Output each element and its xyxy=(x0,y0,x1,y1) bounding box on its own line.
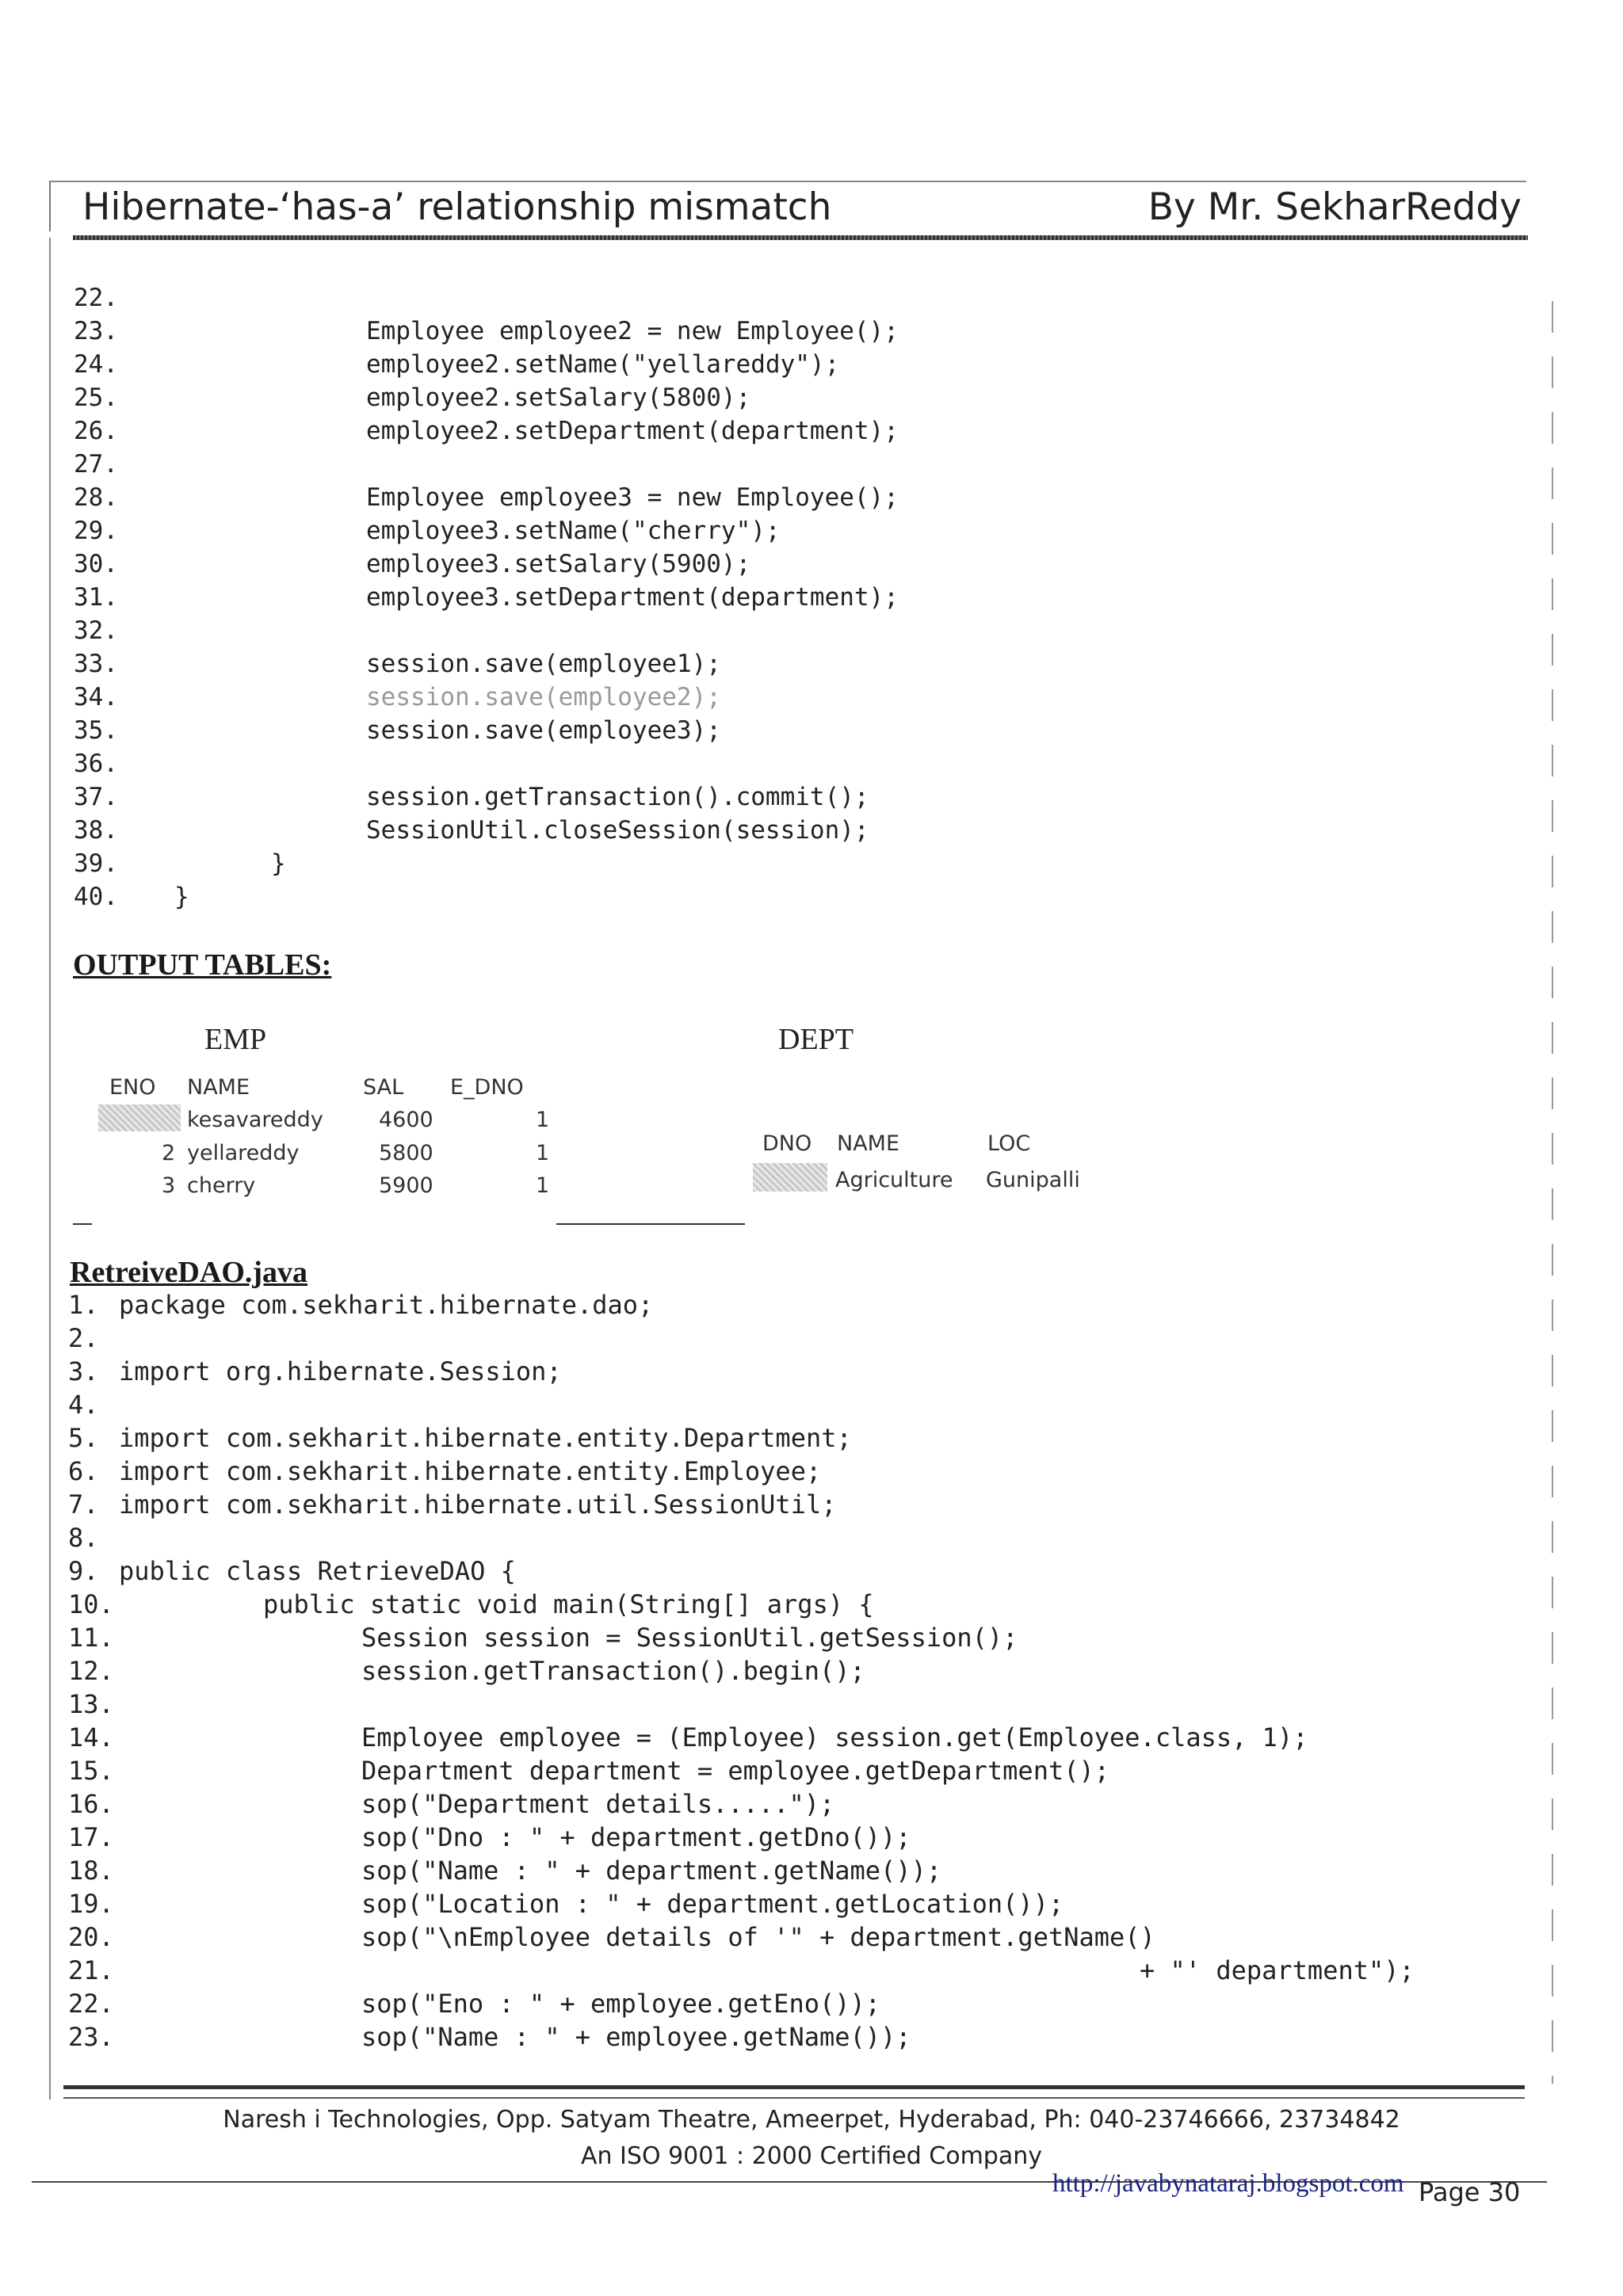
emp-header-dno: E_DNO xyxy=(450,1075,524,1100)
line-number: 38. xyxy=(74,816,118,845)
dept-table-label: DEPT xyxy=(778,1023,854,1056)
header-divider xyxy=(73,235,1528,240)
code-text: Employee employee2 = new Employee(); xyxy=(366,317,899,345)
line-number: 22. xyxy=(68,1989,114,2019)
line-number: 40. xyxy=(74,883,118,911)
line-number: 19. xyxy=(68,1889,114,1919)
footer-address: Naresh i Technologies, Opp. Satyam Theatre, Ameerpet, Hyderabad, Ph: 040-23746666, 23734842 xyxy=(223,2106,1400,2134)
code-text: employee3.setName("cherry"); xyxy=(366,517,781,545)
code-text: sop("Department details....."); xyxy=(361,1789,835,1819)
line-number: 18. xyxy=(68,1855,114,1886)
line-number: 7. xyxy=(68,1489,99,1520)
line-number: 32. xyxy=(74,616,118,645)
code-text: import com.sekharit.hibernate.entity.Employee; xyxy=(119,1456,822,1486)
line-number: 9. xyxy=(68,1556,99,1586)
line-number: 37. xyxy=(74,783,118,811)
line-number: 23. xyxy=(74,317,118,345)
emp-cell-name: cherry xyxy=(187,1173,256,1198)
line-number: 25. xyxy=(74,383,118,412)
code-text: sop("Eno : " + employee.getEno()); xyxy=(361,1989,881,2019)
code-text: package com.sekharit.hibernate.dao; xyxy=(119,1290,654,1320)
code-text: employee3.setSalary(5900); xyxy=(366,550,751,578)
author-name: By Mr. SekharReddy xyxy=(1148,185,1522,229)
code-text: public class RetrieveDAO { xyxy=(119,1556,516,1586)
line-number: 33. xyxy=(74,650,118,678)
emp-header-eno: ENO xyxy=(109,1075,156,1100)
line-number: 13. xyxy=(68,1689,114,1719)
line-number: 28. xyxy=(74,483,118,512)
code-text: employee2.setDepartment(department); xyxy=(366,417,899,445)
dept-header-name: NAME xyxy=(837,1131,900,1156)
line-number: 21. xyxy=(68,1955,114,1985)
code-text: session.getTransaction().begin(); xyxy=(361,1656,865,1686)
page-number: Page 30 xyxy=(1419,2177,1521,2207)
emp-table-label: EMP xyxy=(204,1023,267,1056)
line-number: 24. xyxy=(74,350,118,379)
code-text: SessionUtil.closeSession(session); xyxy=(366,816,869,845)
emp-cell-sal: 5800 xyxy=(379,1141,433,1165)
line-number: 17. xyxy=(68,1822,114,1852)
footer-certification: An ISO 9001 : 2000 Certified Company xyxy=(580,2142,1042,2170)
line-number: 27. xyxy=(74,450,118,479)
emp-cell-sal: 5900 xyxy=(379,1173,433,1198)
code-text: public static void main(String[] args) { xyxy=(263,1589,874,1619)
emp-cell-dno: 1 xyxy=(536,1108,550,1132)
emp-cell-sal: 4600 xyxy=(379,1108,433,1132)
line-number: 5. xyxy=(68,1423,99,1453)
redaction-smudge xyxy=(753,1163,827,1192)
code-text: employee2.setSalary(5800); xyxy=(366,383,751,412)
code-text: } xyxy=(271,849,286,878)
dept-cell-name: Agriculture xyxy=(835,1168,953,1192)
line-number: 2. xyxy=(68,1323,99,1353)
line-number: 23. xyxy=(68,2022,114,2052)
line-number: 12. xyxy=(68,1656,114,1686)
short-dash xyxy=(73,1223,92,1225)
dept-cell-loc: Gunipalli xyxy=(986,1168,1080,1192)
code-text: sop("\nEmployee details of '" + department.getName() xyxy=(361,1922,1155,1952)
emp-cell-dno: 1 xyxy=(536,1141,550,1165)
code-text: import org.hibernate.Session; xyxy=(119,1356,562,1386)
retrieve-dao-heading: RetreiveDAO.java xyxy=(70,1256,308,1289)
code-text: import com.sekharit.hibernate.util.SessionUtil; xyxy=(119,1489,837,1520)
line-number: 35. xyxy=(74,716,118,745)
code-text: Session session = SessionUtil.getSession(); xyxy=(361,1623,1018,1653)
line-number: 31. xyxy=(74,583,118,612)
code-text: session.save(employee1); xyxy=(366,650,721,678)
line-number: 1. xyxy=(68,1290,99,1320)
emp-cell-name: kesavareddy xyxy=(187,1108,323,1132)
table-divider xyxy=(556,1223,745,1225)
line-number: 26. xyxy=(74,417,118,445)
line-number: 29. xyxy=(74,517,118,545)
emp-cell-name: yellareddy xyxy=(187,1141,300,1165)
emp-header-name: NAME xyxy=(187,1075,250,1100)
line-number: 3. xyxy=(68,1356,99,1386)
line-number: 6. xyxy=(68,1456,99,1486)
line-number: 16. xyxy=(68,1789,114,1819)
line-number: 22. xyxy=(74,284,118,312)
code-text: sop("Dno : " + department.getDno()); xyxy=(361,1822,911,1852)
code-text: Employee employee3 = new Employee(); xyxy=(366,483,899,512)
emp-cell-dno: 1 xyxy=(536,1173,550,1198)
emp-cell-eno: 3 xyxy=(162,1173,176,1198)
line-number: 8. xyxy=(68,1523,99,1553)
code-text: employee2.setName("yellareddy"); xyxy=(366,350,840,379)
output-tables-heading: OUTPUT TABLES: xyxy=(73,948,332,982)
code-text: session.getTransaction().commit(); xyxy=(366,783,869,811)
line-number: 39. xyxy=(74,849,118,878)
emp-cell-eno: 2 xyxy=(162,1141,176,1165)
code-text: sop("Name : " + department.getName()); xyxy=(361,1855,942,1886)
code-text: } xyxy=(174,883,189,911)
code-text: import com.sekharit.hibernate.entity.Department; xyxy=(119,1423,852,1453)
emp-header-sal: SAL xyxy=(363,1075,404,1100)
line-number: 30. xyxy=(74,550,118,578)
line-number: 4. xyxy=(68,1390,99,1420)
line-number: 20. xyxy=(68,1922,114,1952)
page-header xyxy=(49,181,1526,231)
code-text: Employee employee = (Employee) session.get(Employee.class, 1); xyxy=(361,1722,1308,1753)
scan-edge-marks xyxy=(1552,301,1553,2084)
code-text: session.save(employee3); xyxy=(366,716,721,745)
dept-header-dno: DNO xyxy=(762,1131,812,1156)
dept-header-loc: LOC xyxy=(987,1131,1031,1156)
line-number: 14. xyxy=(68,1722,114,1753)
code-text: sop("Location : " + department.getLocation()); xyxy=(361,1889,1064,1919)
code-text: + "' department"); xyxy=(1140,1955,1415,1985)
line-number: 36. xyxy=(74,749,118,778)
line-number: 10. xyxy=(68,1589,114,1619)
redaction-smudge xyxy=(98,1104,181,1131)
footer-divider xyxy=(63,2085,1525,2099)
code-text: Department department = employee.getDepartment(); xyxy=(361,1756,1110,1786)
code-text: sop("Name : " + employee.getName()); xyxy=(361,2022,911,2052)
code-text: session.save(employee2); xyxy=(366,683,721,711)
code-text: employee3.setDepartment(department); xyxy=(366,583,899,612)
line-number: 34. xyxy=(74,683,118,711)
blog-url-link[interactable]: http://javabynataraj.blogspot.com xyxy=(1052,2169,1404,2198)
page-title: Hibernate-‘has-a’ relationship mismatch xyxy=(82,185,832,229)
line-number: 15. xyxy=(68,1756,114,1786)
left-margin-line xyxy=(49,238,51,2100)
line-number: 11. xyxy=(68,1623,114,1653)
